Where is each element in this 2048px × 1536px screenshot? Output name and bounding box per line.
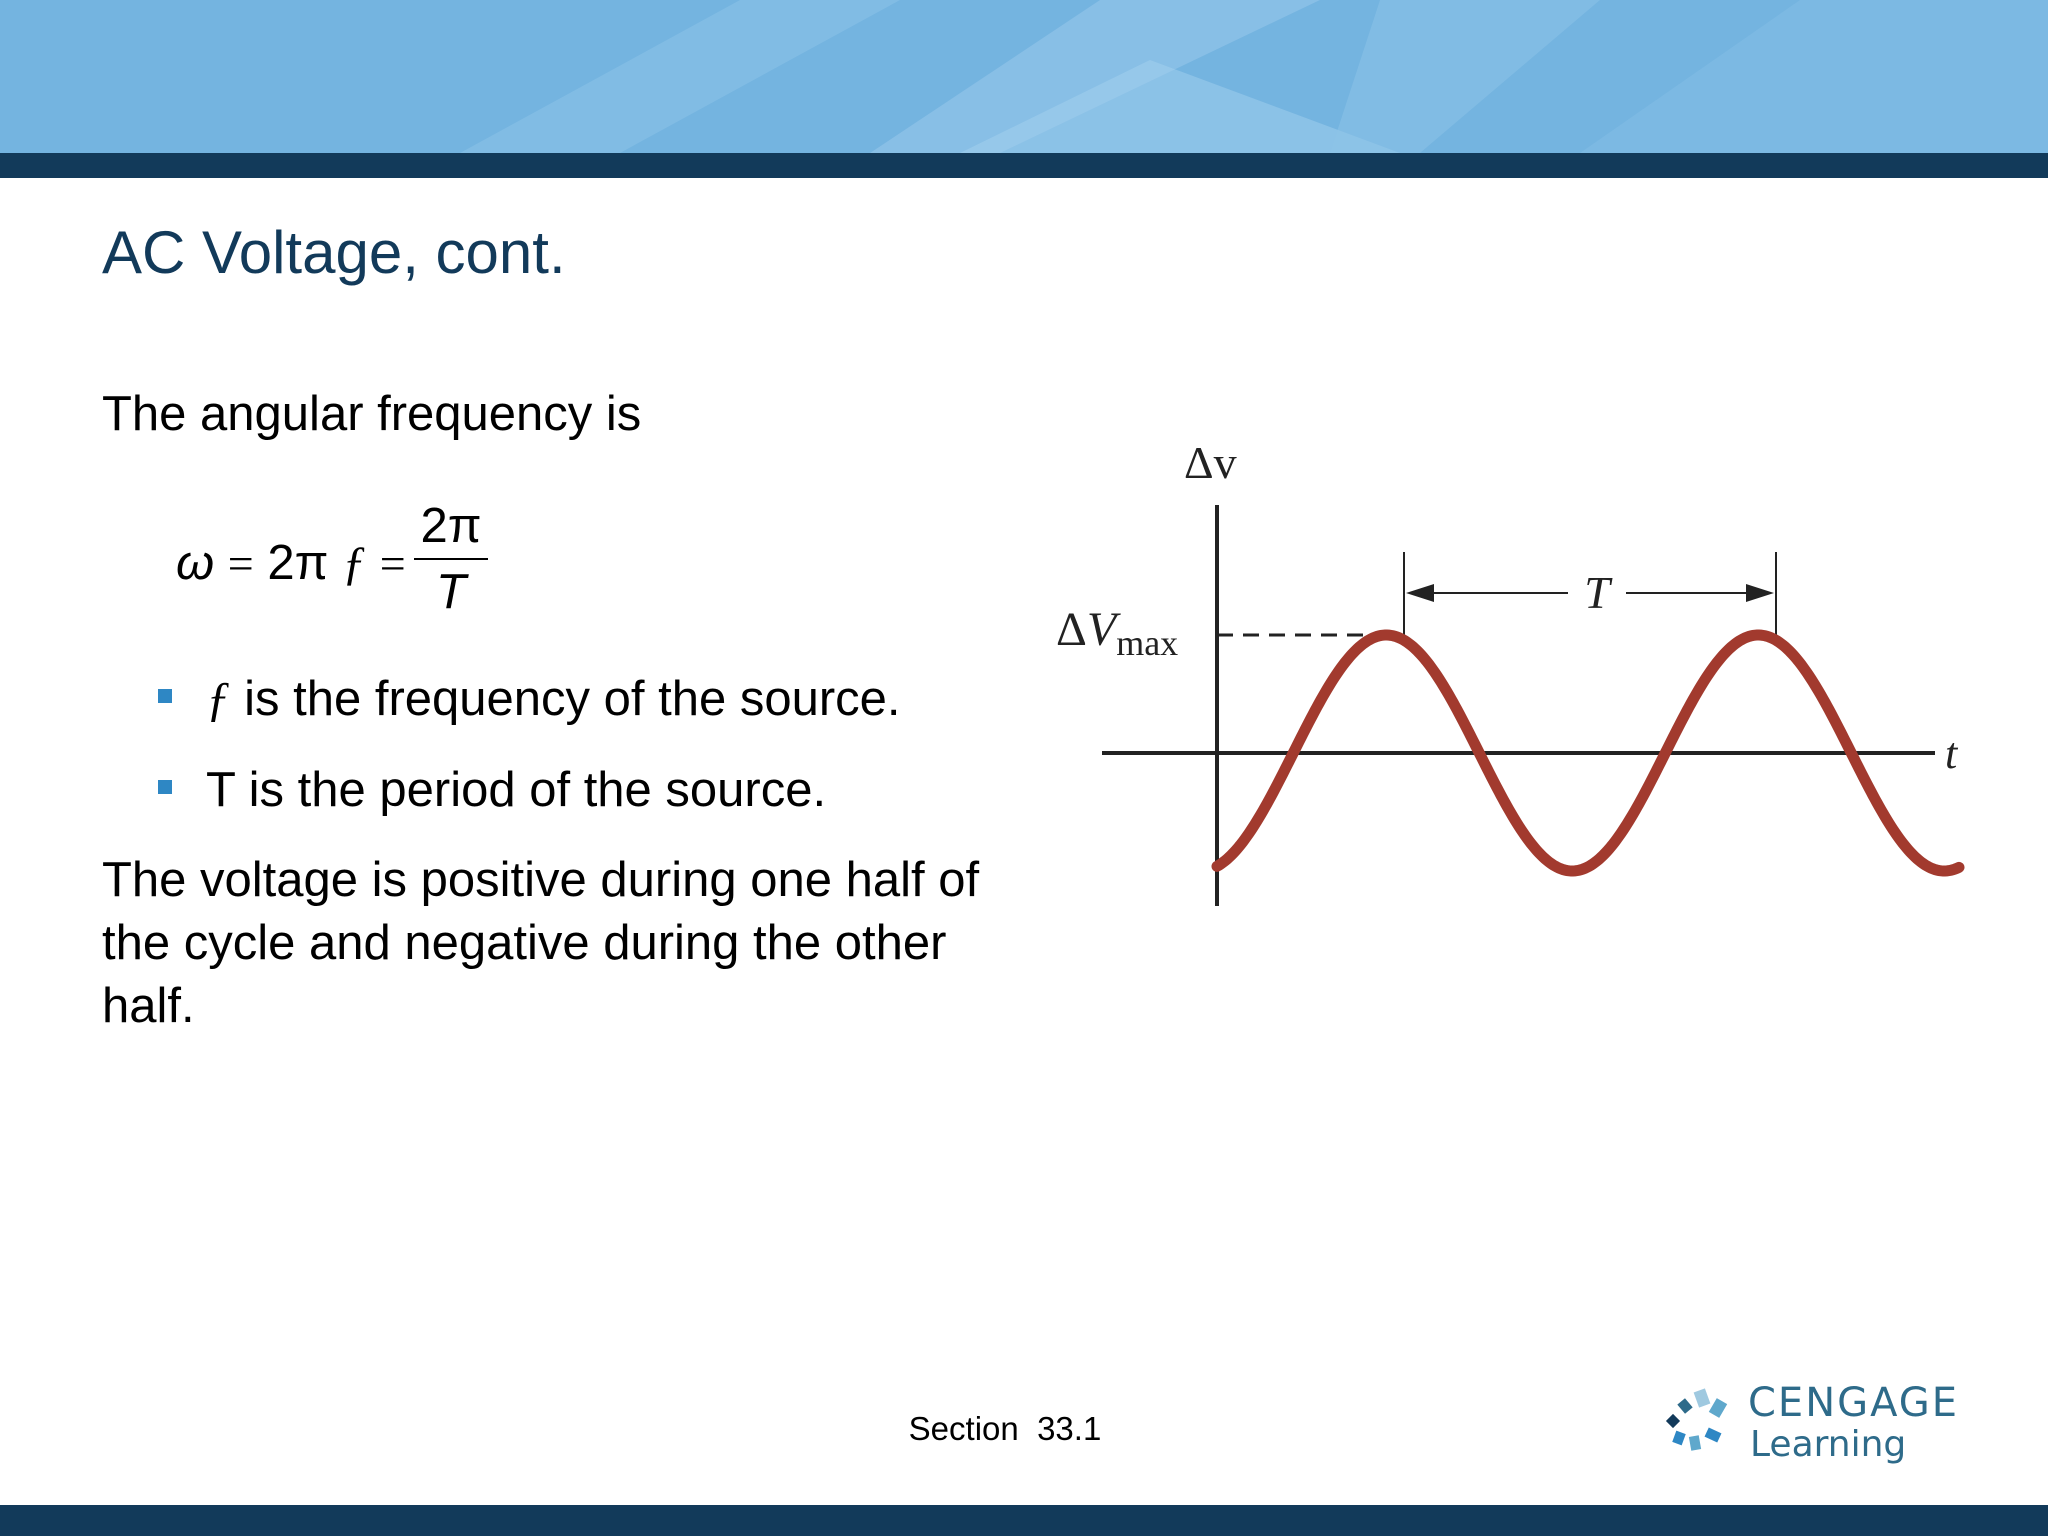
vmax-label (1056, 603, 1178, 663)
header-rule (0, 153, 2048, 178)
formula-omega: ω (176, 536, 215, 590)
formula-equals-1: = (227, 538, 254, 589)
slide-title: AC Voltage, cont. (102, 219, 566, 286)
header-pattern (0, 0, 2048, 153)
logo-word-learning: Learning (1750, 1424, 1907, 1465)
ac-voltage-figure (1040, 430, 1970, 920)
vmax-delta: Δ (1056, 603, 1087, 656)
header-band (0, 0, 2048, 153)
vmax-sub: max (1116, 623, 1179, 663)
x-axis-label: t (1945, 729, 1958, 778)
period-arrowhead-right (1746, 584, 1774, 602)
bullet-text: T is the period of the source. (206, 763, 827, 817)
angular-frequency-formula (176, 498, 516, 628)
bullet-square-icon (158, 780, 172, 794)
bullet-frequency (158, 667, 901, 730)
cengage-mark-icon (1660, 1386, 1740, 1466)
y-axis-label: Δv (1184, 437, 1237, 488)
vmax-v: V (1086, 603, 1117, 656)
bullet-symbol: ƒ (206, 671, 231, 726)
formula-numerator: 2π (420, 499, 482, 553)
period-arrowhead-left (1406, 584, 1434, 602)
footer-rule (0, 1505, 2048, 1536)
summary-text: The voltage is positive during one half of the cycle and negative during the other half. (102, 853, 980, 1033)
bullet-text: is the frequency of the source. (230, 672, 901, 726)
formula-lhs (176, 535, 406, 591)
intro-text: The angular frequency is (102, 387, 642, 441)
bullet-period (158, 759, 826, 822)
formula-fraction-bar (414, 558, 488, 560)
section-label: Section 33.1 (908, 1410, 1102, 1447)
formula-f: ƒ (342, 537, 367, 590)
logo-word-cengage: CENGAGE (1748, 1380, 1960, 1426)
formula-fraction (414, 498, 488, 620)
bullet-square-icon (158, 689, 172, 703)
formula-equals-2: = (379, 538, 406, 589)
cengage-logo (1660, 1380, 1960, 1475)
period-label: T (1584, 567, 1610, 618)
formula-denominator: T (436, 565, 466, 619)
formula-two-pi: 2π (267, 536, 329, 590)
